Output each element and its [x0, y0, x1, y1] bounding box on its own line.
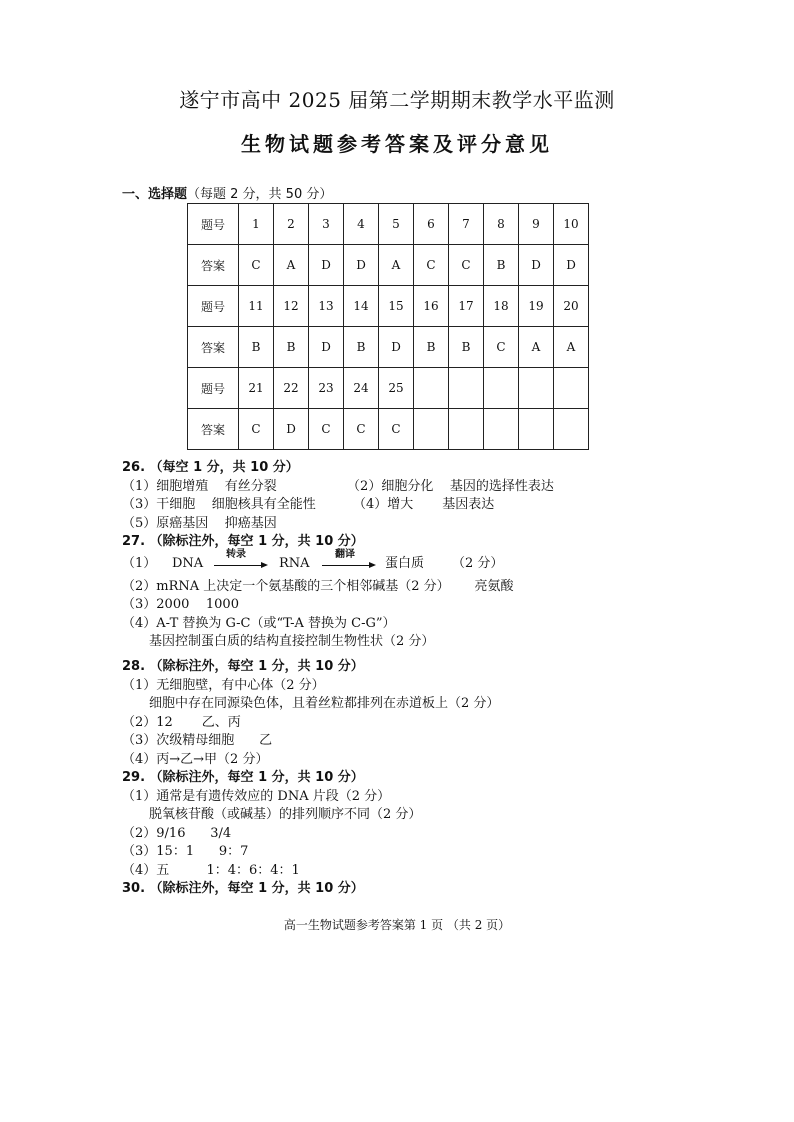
- q28-indent-line: 细胞中存在同源染色体，且着丝粒都排列在赤道板上（2 分）: [149, 696, 500, 711]
- answer-cell: A: [379, 245, 414, 286]
- answer-cell: D: [274, 409, 309, 450]
- question-number-cell: 13: [309, 286, 344, 327]
- answer-cell: D: [519, 245, 554, 286]
- answer-cell: [484, 409, 519, 450]
- answer-cell: D: [379, 327, 414, 368]
- table-row-answers: [188, 409, 589, 450]
- answer-cell: B: [344, 327, 379, 368]
- row-label-number: 题号: [188, 368, 239, 409]
- row-label-number: 题号: [188, 204, 239, 245]
- answer-cell: A: [554, 327, 589, 368]
- answer-cell: B: [239, 327, 274, 368]
- q29-indent-line: 脱氧核苷酸（或碱基）的排列顺序不同（2 分）: [149, 807, 422, 822]
- page-subtitle: 生物试题参考答案及评分意见: [241, 132, 553, 156]
- question-number-cell: 12: [274, 286, 309, 327]
- question-number-cell: 3: [309, 204, 344, 245]
- q29-line: （2）9/16 3/4: [122, 825, 232, 841]
- question-number-cell: 21: [239, 368, 274, 409]
- flow-score: （2 分）: [452, 555, 504, 571]
- q26-line: （3）干细胞 细胞核具有全能性 （4）增大 基因表达: [122, 497, 495, 512]
- flow-step1-label: 转录: [226, 548, 246, 560]
- table-row-numbers: [188, 204, 589, 245]
- row-label-number: 题号: [188, 286, 239, 327]
- question-number-cell: 5: [379, 204, 414, 245]
- question-number-cell: [414, 368, 449, 409]
- answer-cell: D: [344, 245, 379, 286]
- table-row-numbers: [188, 286, 589, 327]
- row-label-answer: 答案: [188, 409, 239, 450]
- answer-cell: C: [484, 327, 519, 368]
- question-number-cell: 22: [274, 368, 309, 409]
- answer-cell: C: [414, 245, 449, 286]
- question-number-cell: 7: [449, 204, 484, 245]
- flow-protein: 蛋白质: [385, 555, 425, 571]
- question-number-cell: 8: [484, 204, 519, 245]
- q26-block: [122, 459, 554, 533]
- flow-prefix: （1）: [122, 555, 157, 571]
- question-number-cell: 15: [379, 286, 414, 327]
- section1-note: （每题 2 分，共 50 分）: [187, 187, 333, 202]
- q27-block: [122, 533, 513, 652]
- row-label-answer: 答案: [188, 327, 239, 368]
- question-number-cell: 9: [519, 204, 554, 245]
- question-number-cell: 14: [344, 286, 379, 327]
- q26-line: （5）原癌基因 抑癌基因: [122, 515, 277, 531]
- question-number-cell: 24: [344, 368, 379, 409]
- table-row-answers: [188, 327, 589, 368]
- row-label-answer: 答案: [188, 245, 239, 286]
- q27-indent-line: 基因控制蛋白质的结构直接控制生物性状（2 分）: [149, 634, 435, 649]
- question-number-cell: 2: [274, 204, 309, 245]
- answer-cell: C: [379, 409, 414, 450]
- question-number-cell: 23: [309, 368, 344, 409]
- answer-cell: D: [554, 245, 589, 286]
- q28-line: （2）12 乙、丙: [122, 714, 241, 730]
- q27-header: 27. （除标注外，每空 1 分，共 10 分）: [122, 534, 364, 549]
- q27-line: （3）2000 1000: [122, 597, 239, 612]
- answer-cell: [554, 409, 589, 450]
- question-number-cell: [519, 368, 554, 409]
- answer-cell: A: [519, 327, 554, 368]
- question-number-cell: 25: [379, 368, 414, 409]
- flow-dna: DNA: [172, 555, 204, 571]
- question-number-cell: 17: [449, 286, 484, 327]
- question-number-cell: 20: [554, 286, 589, 327]
- q29-line: （3）15：1 9：7: [122, 844, 249, 859]
- answer-cell: B: [484, 245, 519, 286]
- arrow-right-icon: [214, 565, 266, 566]
- answer-cell: B: [449, 327, 484, 368]
- question-number-cell: 10: [554, 204, 589, 245]
- answer-cell: A: [274, 245, 309, 286]
- q28-line: （1）无细胞壁，有中心体（2 分）: [122, 677, 325, 693]
- question-number-cell: 6: [414, 204, 449, 245]
- q28-line: （3）次级精母细胞 乙: [122, 733, 273, 748]
- q28-line: （4）丙→乙→甲（2 分）: [122, 751, 269, 767]
- table-row-numbers: [188, 368, 589, 409]
- question-number-cell: [484, 368, 519, 409]
- question-number-cell: 4: [344, 204, 379, 245]
- q26-header: 26. （每空 1 分，共 10 分）: [122, 460, 299, 475]
- answer-cell: B: [414, 327, 449, 368]
- answer-cell: D: [309, 327, 344, 368]
- question-number-cell: 18: [484, 286, 519, 327]
- question-number-cell: 1: [239, 204, 274, 245]
- answer-cell: C: [449, 245, 484, 286]
- section1-heading: [122, 183, 332, 202]
- q29-header: 29. （除标注外，每空 1 分，共 10 分）: [122, 770, 364, 785]
- answer-cell: C: [239, 409, 274, 450]
- answer-cell: B: [274, 327, 309, 368]
- q29-line: （4）五 1：4：6：4：1: [122, 862, 300, 878]
- answer-table: [187, 203, 589, 450]
- answer-cell: C: [239, 245, 274, 286]
- flow-step2-label: 翻译: [335, 548, 355, 560]
- flow-rna: RNA: [279, 555, 310, 571]
- q30-header: 30. （除标注外，每空 1 分，共 10 分）: [122, 881, 364, 896]
- q28-header: 28. （除标注外，每空 1 分，共 10 分）: [122, 659, 364, 674]
- table-row-answers: [188, 245, 589, 286]
- page-footer: 高一生物试题参考答案第 1 页 （共 2 页）: [283, 918, 511, 932]
- answer-cell: [414, 409, 449, 450]
- q27-line: （4）A-T 替换为 G-C（或“T-A 替换为 C-G”）: [122, 615, 396, 631]
- q29-line: （1）通常是有遗传效应的 DNA 片段（2 分）: [122, 788, 391, 804]
- answer-cell: C: [309, 409, 344, 450]
- section1-label: 一、选择题: [122, 187, 188, 202]
- q28-block: [122, 658, 499, 769]
- q26-line: （1）细胞增殖 有丝分裂 （2）细胞分化 基因的选择性表达: [122, 478, 554, 494]
- question-number-cell: [554, 368, 589, 409]
- answer-cell: C: [344, 409, 379, 450]
- q27-line: （2）mRNA 上决定一个氨基酸的三个相邻碱基（2 分） 亮氨酸: [122, 578, 514, 594]
- central-dogma-flow: [122, 548, 513, 578]
- arrow-right-icon: [322, 565, 374, 566]
- answer-cell: [519, 409, 554, 450]
- page-title: 遂宁市高中 2025 届第二学期期末教学水平监测: [179, 88, 615, 112]
- answer-cell: [449, 409, 484, 450]
- question-number-cell: 19: [519, 286, 554, 327]
- question-number-cell: [449, 368, 484, 409]
- q29-block: [122, 769, 421, 899]
- question-number-cell: 16: [414, 286, 449, 327]
- answer-cell: D: [309, 245, 344, 286]
- question-number-cell: 11: [239, 286, 274, 327]
